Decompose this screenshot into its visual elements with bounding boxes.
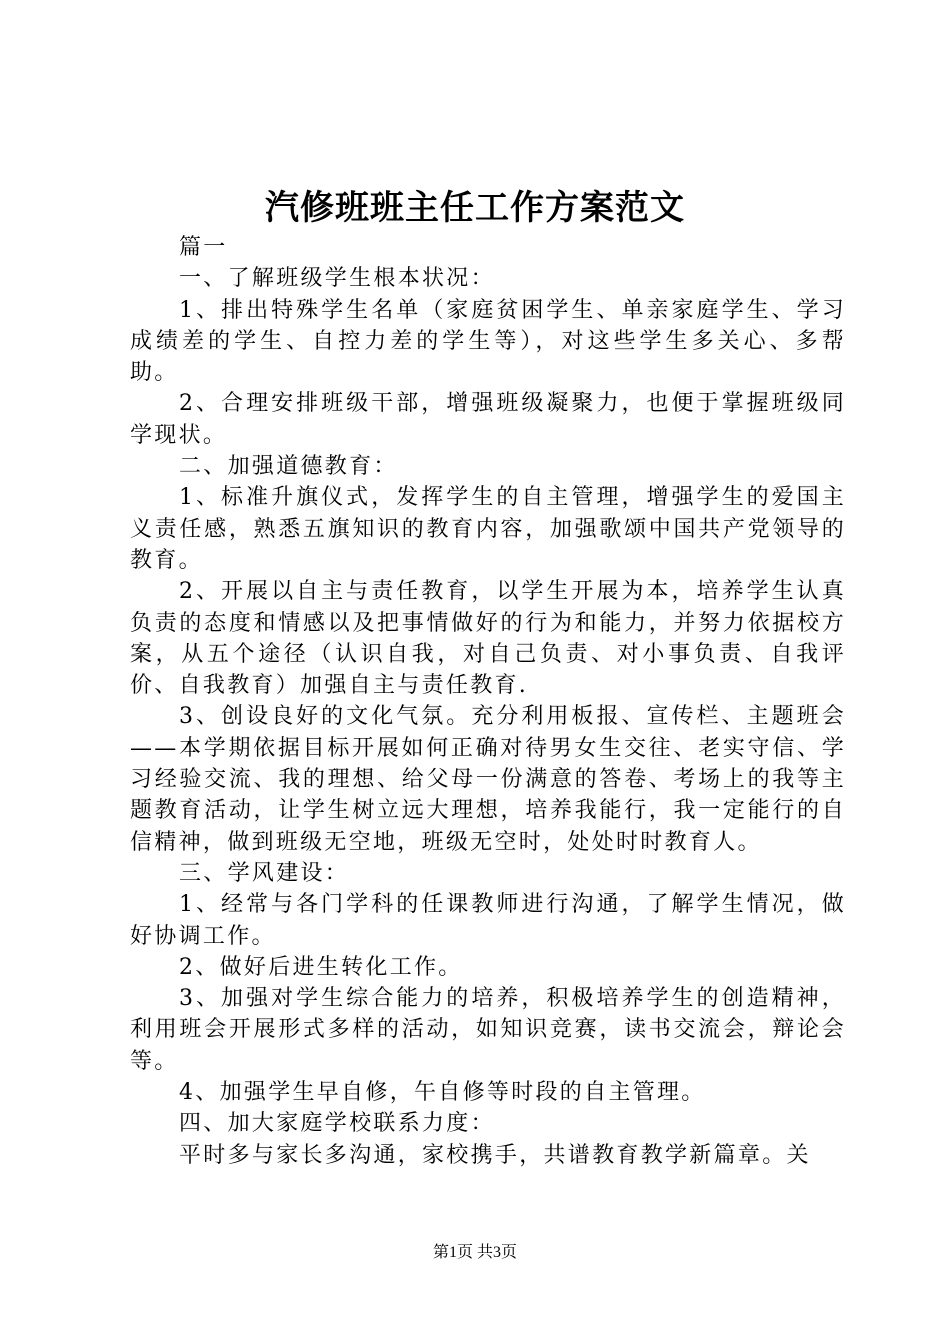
paragraph-heading-1: 一、了解班级学生根本状况： xyxy=(179,266,495,292)
document-body xyxy=(130,232,846,1171)
paragraph: 2、合理安排班级干部，增强班级凝聚力，也便于掌握班级同学现状。 xyxy=(130,391,846,448)
paragraph: 1、经常与各门学科的任课教师进行沟通，了解学生情况，做好协调工作。 xyxy=(130,892,846,949)
document-title: 汽修班班主任工作方案范文 xyxy=(265,188,685,228)
paragraph: 平时多与家长多沟通，家校携手，共谱教育教学新篇章。关 xyxy=(179,1142,811,1168)
paragraph: 2、做好后进生转化工作。 xyxy=(179,954,463,980)
paragraph: 1、标准升旗仪式，发挥学生的自主管理，增强学生的爱国主义责任感，熟悉五旗知识的教育内容，加强歌颂中国共产党领导的教育。 xyxy=(130,485,846,573)
paragraph-section-label: 篇一 xyxy=(179,235,228,260)
paragraph: 1、排出特殊学生名单（家庭贫困学生、单亲家庭学生、学习成绩差的学生、自控力差的学生等），对这些学生多关心、多帮助。 xyxy=(130,297,846,386)
paragraph-heading-3: 三、学风建设： xyxy=(179,860,350,886)
page-footer: 第1页 共3页 xyxy=(432,1244,517,1261)
paragraph: 4、加强学生早自修，午自修等时段的自主管理。 xyxy=(179,1080,706,1106)
paragraph: 2、开展以自主与责任教育，以学生开展为本，培养学生认真负责的态度和情感以及把事情做好的行为和能力，并努力依据校方案，从五个途径（认识自我，对自己负责、对小事负责、自我评价、自我教育）加强自主与责任教育. xyxy=(130,579,846,699)
paragraph: 3、加强对学生综合能力的培养，积极培养学生的创造精神，利用班会开展形式多样的活动，如知识竞赛，读书交流会，辩论会等。 xyxy=(130,986,846,1074)
paragraph-heading-4: 四、加大家庭学校联系力度： xyxy=(179,1111,495,1137)
paragraph-heading-2: 二、加强道德教育： xyxy=(179,454,398,480)
paragraph: 3、创设良好的文化气氛。充分利用板报、宣传栏、主题班会——本学期依据目标开展如何正确对待男女生交往、老实守信、学习经验交流、我的理想、给父母一份满意的答卷、考场上的我等主题教育活动，让学生树立远大理想，培养我能行，我一定能行的自信精神，做到班级无空地，班级无空时，处处时时教育人。 xyxy=(130,704,846,855)
